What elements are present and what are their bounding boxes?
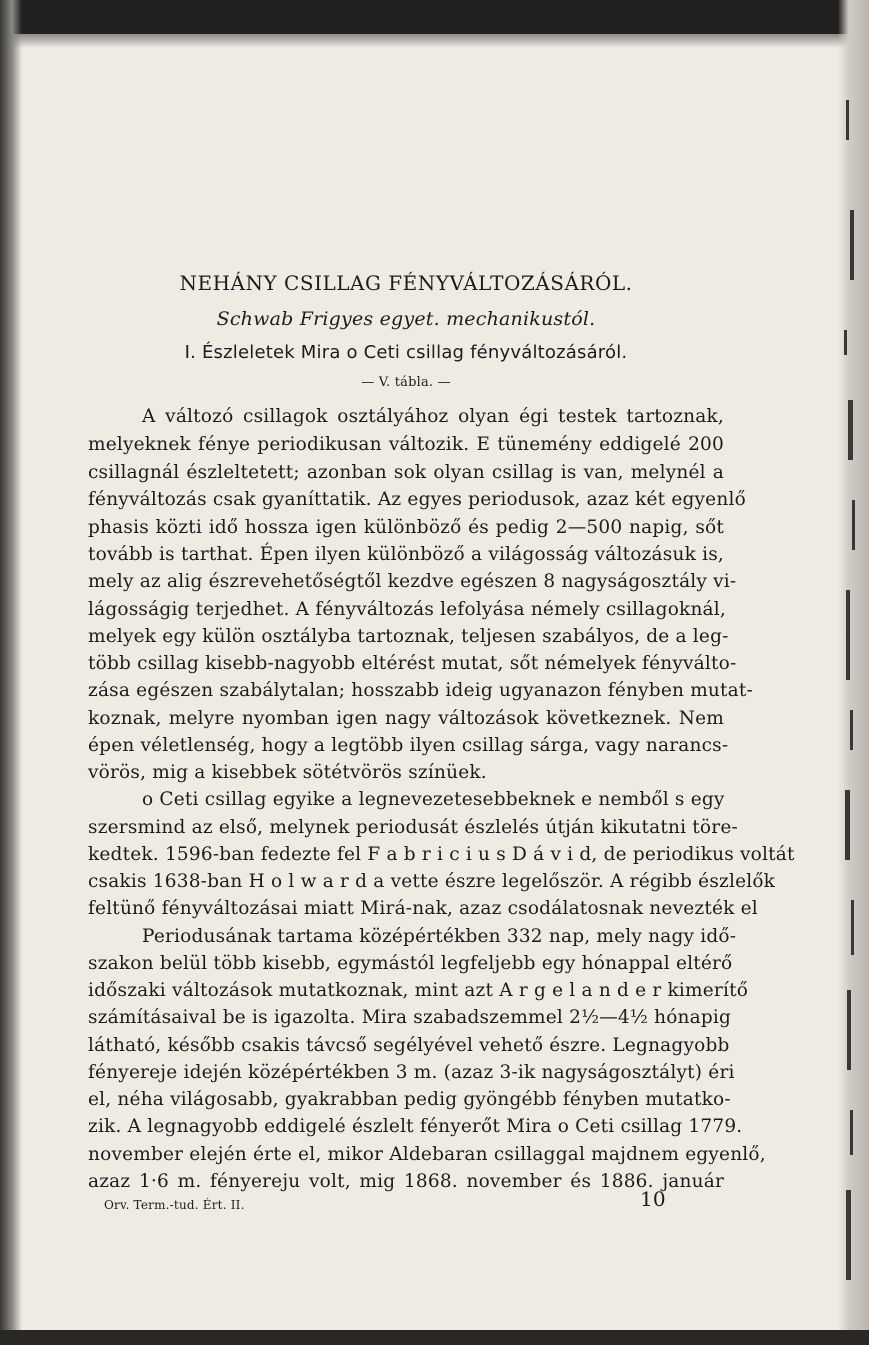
text-line: több csillag kisebb-nagyobb eltérést mutat, sőt némelyek fényválto- [88, 653, 737, 674]
text-line: fényváltozás csak gyaníttatik. Az egyes periodusok, azaz két egyenlő [88, 489, 746, 510]
journal-footer: Orv. Term.-tud. Ért. II. [104, 1198, 245, 1212]
text-line: azaz 1·6 m. fényereju volt, mig 1868. november és 1886. január [88, 1171, 724, 1192]
scan-left-edge [0, 0, 22, 1345]
text-line: phasis közti idő hossza igen különböző és pedig 2—500 napig, sőt [88, 517, 724, 538]
plate-reference: — V. tábla. — [361, 375, 451, 390]
text-line: melyek egy külön osztályba tartoznak, teljesen szabályos, de a leg- [88, 626, 729, 647]
facing-page-bleed [838, 70, 869, 1320]
bleed-mark [846, 1190, 851, 1280]
bleed-mark [850, 210, 854, 280]
text-line: melyeknek fénye periodikusan változik. E tünemény eddigelé 200 [88, 434, 724, 455]
text-line: mely az alig észrevehetőségtől kezdve egészen 8 nagyságosztály vi- [88, 571, 737, 592]
article-author: Schwab Frigyes egyet. mechanikustól. [216, 308, 596, 330]
text-line: zása egészen szabálytalan; hosszabb ideig ugyanazon fényben mutat- [88, 680, 753, 701]
article-title: NEHÁNY CSILLAG FÉNYVÁLTOZÁSÁRÓL. [179, 271, 633, 295]
text-line: november elején érte el, mikor Aldebaran csillaggal majdnem egyenlő, [88, 1144, 766, 1165]
page-number: 10 [640, 1187, 666, 1211]
text-line: fényereje idején középértékben 3 m. (azaz 3-ik nagyságosztályt) éri [88, 1062, 735, 1083]
bleed-mark [848, 400, 853, 460]
text-line: látható, később csakis távcső segélyével vehető észre. Legnagyobb [88, 1035, 730, 1056]
bleed-mark [851, 900, 854, 955]
text-line: szersmind az első, melynek periodusát észlelés útján kikutatni töre- [88, 817, 738, 838]
text-line: Periodusának tartama középértékben 332 nap, mely nagy idő- [142, 926, 737, 947]
text-line: vörös, mig a kisebbek sötétvörös színüek. [88, 762, 487, 783]
text-line: épen véletlenség, hogy a legtöbb ilyen csillag sárga, vagy narancs- [88, 735, 729, 756]
bleed-mark [850, 710, 853, 750]
text-line: zik. A legnagyobb eddigelé észlelt fényerőt Mira o Ceti csillag 1779. [88, 1116, 743, 1137]
bleed-mark [852, 500, 855, 550]
bleed-mark [850, 1110, 853, 1155]
bleed-mark [845, 790, 850, 860]
text-line: feltünő fényváltozásai miatt Mirá-nak, azaz csodálatosnak nevezték el [88, 898, 758, 919]
text-line: lágosságig terjedhet. A fényváltozás lefolyása némely csillagoknál, [88, 599, 726, 620]
text-line: el, néha világosabb, gyakrabban pedig gyöngébb fényben mutatko- [88, 1089, 731, 1110]
text-line: szakon belül több kisebb, egymástól legfeljebb egy hónappal eltérő [88, 953, 733, 974]
bleed-mark [846, 100, 849, 140]
text-line: koznak, melyre nyomban igen nagy változások következnek. Nem [88, 708, 724, 729]
bleed-mark [844, 330, 847, 355]
text-line: tovább is tarthat. Épen ilyen különböző a világosság változásuk is, [88, 544, 724, 565]
scan-top-edge [0, 0, 869, 34]
bleed-mark [846, 590, 850, 680]
bleed-mark [847, 990, 851, 1070]
text-line: számításaival be is igazolta. Mira szabadszemmel 2½—4½ hónapig [88, 1007, 732, 1028]
text-line: o Ceti csillag egyike a legnevezetesebbeknek e nemből s egy [142, 789, 725, 810]
section-heading: I. Észleletek Mira o Ceti csillag fényváltozásáról. [184, 342, 628, 363]
text-line: csillagnál észleltetett; azonban sok olyan csillag is van, melynél a [88, 462, 724, 483]
text-line: kedtek. 1596-ban fedezte fel F a b r i c i u s D á v i d, de periodikus voltát [88, 844, 795, 865]
text-line: A változó csillagok osztályához olyan égi testek tartoznak, [142, 406, 724, 427]
text-line: csakis 1638-ban H o l w a r d a vette észre legelőször. A régibb észlelők [88, 871, 776, 892]
text-line: időszaki változások mutatkoznak, mint azt A r g e l a n d e r kimerítő [88, 980, 749, 1001]
scan-bottom-edge [0, 1330, 869, 1345]
